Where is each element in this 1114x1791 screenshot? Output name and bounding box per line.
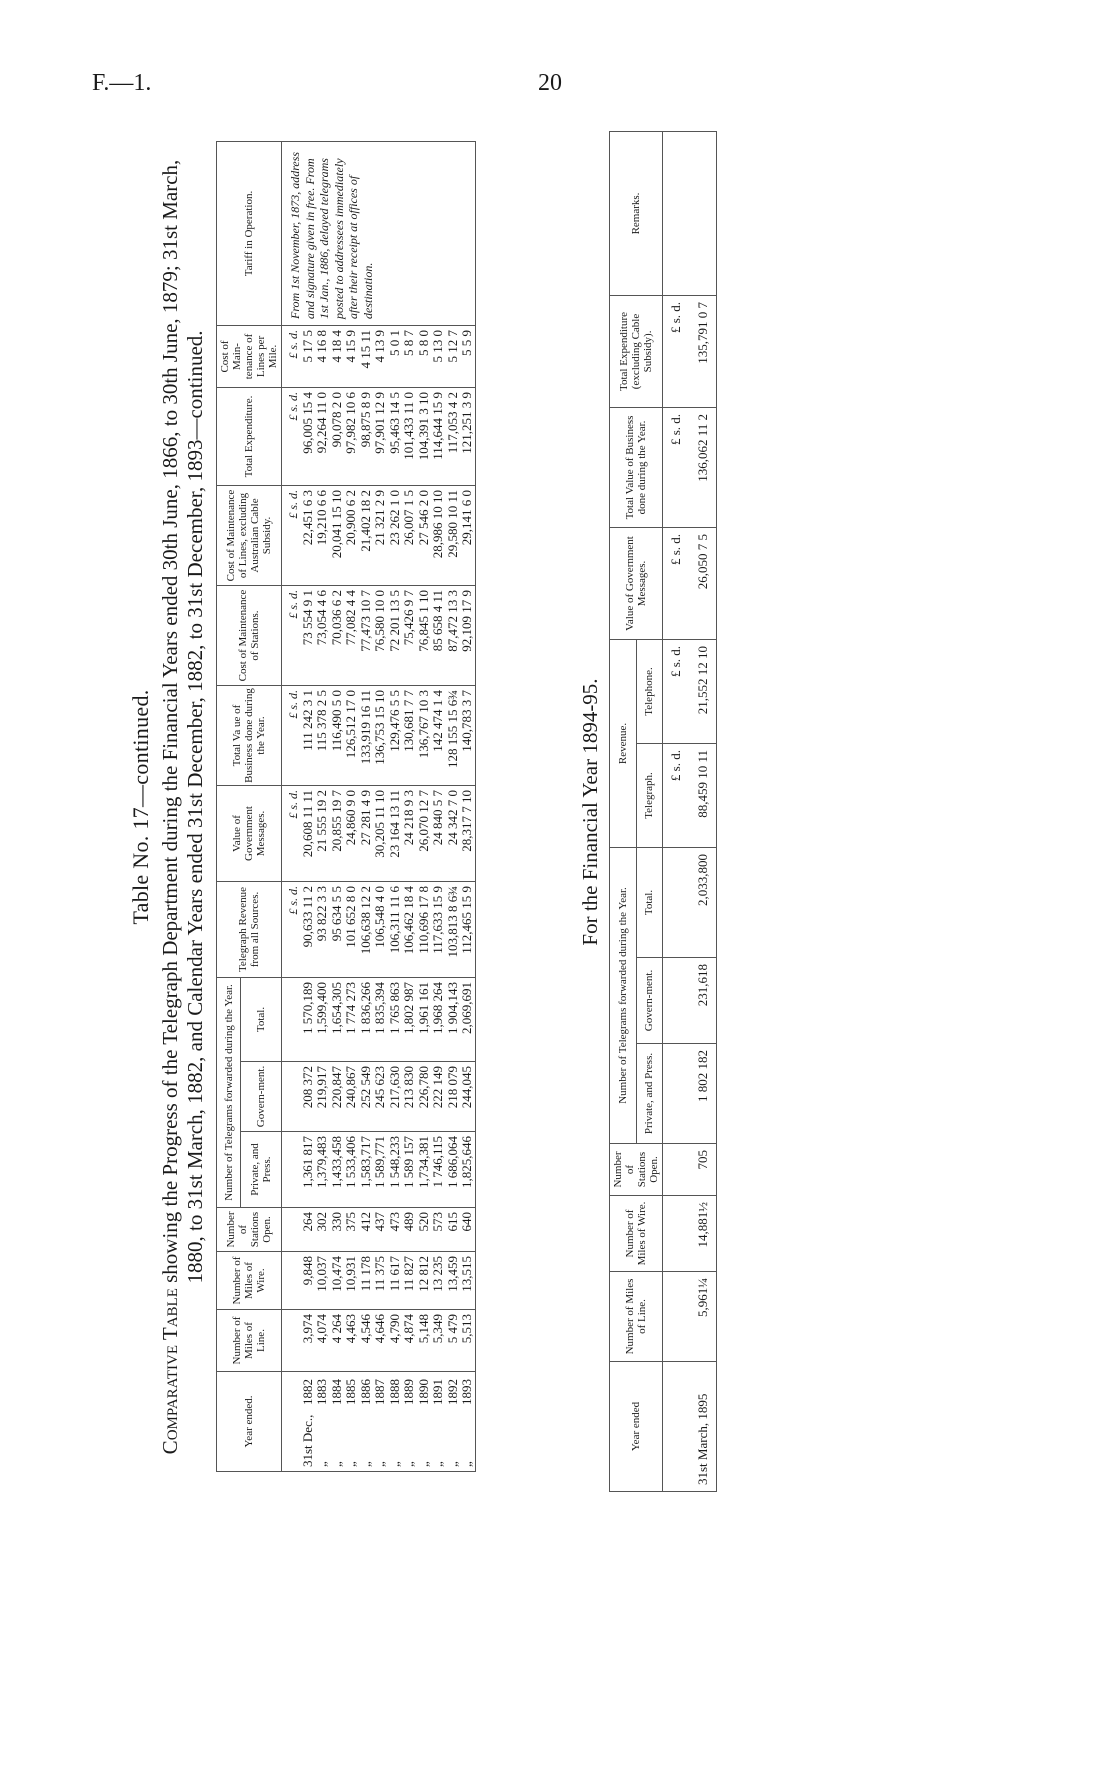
row-year <box>359 1372 374 1472</box>
cell-government: 213 830 <box>402 1062 417 1132</box>
cell-miles-wire: 10,474 <box>330 1252 345 1310</box>
fy-col-business: Total Value of Business done during the Year. <box>610 407 663 527</box>
cell-miles-line: 4,646 <box>373 1310 388 1372</box>
cell-cost-per-mile: 4 18 4 <box>330 326 345 388</box>
cell-private: 1,583,717 <box>359 1132 374 1208</box>
cell-expenditure: 117,053 4 2 <box>446 388 461 486</box>
unit-label: £ s. d. <box>282 388 301 486</box>
fy-col-expenditure: Total Expenditure (excluding Cable Subsidy). <box>610 295 663 407</box>
cell-miles-wire: 13 235 <box>431 1252 446 1310</box>
cell-miles-wire: 11 178 <box>359 1252 374 1310</box>
fy-miles-wire: 14,881½ <box>690 1196 717 1272</box>
cell-gov-messages: 27 281 4 9 <box>359 786 374 882</box>
row-year-value: 1885 <box>343 1379 358 1405</box>
cell-gov-messages: 21 555 19 2 <box>315 786 330 882</box>
col-cost-stations: Cost of Maintenance of Stations. <box>217 586 282 686</box>
fy-miles-line: 5,961¼ <box>690 1272 717 1362</box>
cell-private: 1 746,115 <box>431 1132 446 1208</box>
cell-cost-lines: 21,402 18 2 <box>359 486 374 586</box>
cell-total: 1 904,143 <box>446 978 461 1062</box>
cell-cost-lines: 21 321 2 9 <box>373 486 388 586</box>
cell-private: 1,825,646 <box>460 1132 475 1208</box>
cell-cost-stations: 85 658 4 11 <box>431 586 446 686</box>
table-title-line2: 1880, to 31st March, 1882, and Calendar Years ended 31st December, 1882, to 31st December, 1893—continued. <box>183 330 207 1284</box>
row-year <box>344 1372 359 1472</box>
cell-miles-line: 4,790 <box>388 1310 403 1372</box>
cell-gov-messages: 20,608 11 11 <box>301 786 316 882</box>
cell-gov-messages: 28,317 7 10 <box>460 786 475 882</box>
fy1894-title: For the Financial Year 1894-95. <box>578 678 602 946</box>
cell-revenue: 90,633 11 2 <box>301 882 316 978</box>
table-number: Table No. 17—continued. <box>128 689 153 925</box>
cell-government: 244,045 <box>460 1062 475 1132</box>
unit-label: £ s. d. <box>282 586 301 686</box>
cell-cost-stations: 70,036 6 2 <box>330 586 345 686</box>
cell-revenue: 103,813 8 6¾ <box>446 882 461 978</box>
fy-stations: 705 <box>690 1144 717 1196</box>
cell-expenditure: 96,005 15 4 <box>301 388 316 486</box>
cell-stations: 302 <box>315 1208 330 1252</box>
cell-stations: 437 <box>373 1208 388 1252</box>
cell-cost-stations: 73 554 9 1 <box>301 586 316 686</box>
unit-label: £ s. d. <box>663 407 690 527</box>
cell-miles-line: 4,546 <box>359 1310 374 1372</box>
table-row <box>690 131 717 1491</box>
row-year-prefix: „ <box>401 1461 416 1467</box>
table-title-line1 <box>158 142 183 1472</box>
fy-telephone: 21,552 12 10 <box>690 639 717 743</box>
fy-col-stations: Number of Stations Open. <box>610 1144 663 1196</box>
cell-cost-lines: 20,041 15 10 <box>330 486 345 586</box>
table-row <box>460 142 475 1472</box>
cell-expenditure: 121,251 3 9 <box>460 388 475 486</box>
row-year <box>301 1372 316 1472</box>
fy1894-rotated-block <box>578 132 717 1492</box>
table-row <box>344 142 359 1472</box>
row-year-prefix: „ <box>357 1461 373 1467</box>
fy-remarks <box>690 131 717 295</box>
cell-cost-stations: 76,845 1 10 <box>417 586 432 686</box>
col-private: Private, and Press. <box>241 1132 282 1208</box>
unit-label: £ s. d. <box>282 686 301 786</box>
table17 <box>216 141 476 1472</box>
cell-total: 2,069,691 <box>460 978 475 1062</box>
fy-gov: 231,618 <box>690 958 717 1044</box>
unit-label: £ s. d. <box>282 786 301 882</box>
cell-cost-stations: 75,426 9 7 <box>402 586 417 686</box>
cell-cost-stations: 92,109 17 9 <box>460 586 475 686</box>
fy-col-revenue-group: Revenue. <box>610 639 637 847</box>
col-miles-line: Number of Miles of Line. <box>217 1310 282 1372</box>
fy-col-telegraph: Telegraph. <box>636 744 663 848</box>
cell-business: 126,512 17 0 <box>344 686 359 786</box>
cell-expenditure: 97,982 10 6 <box>344 388 359 486</box>
cell-cost-lines: 26,007 1 5 <box>402 486 417 586</box>
table-row <box>359 142 374 1472</box>
cell-expenditure: 98,875 8 9 <box>359 388 374 486</box>
cell-business: 136,767 10 3 <box>417 686 432 786</box>
row-year-value: 1890 <box>415 1379 431 1405</box>
cell-miles-line: 4,874 <box>402 1310 417 1372</box>
table-row <box>388 142 403 1472</box>
col-revenue: Telegraph Revenue from all Sources. <box>217 882 282 978</box>
cell-cost-per-mile: 4 15 9 <box>344 326 359 388</box>
row-year-value: 1892 <box>444 1379 460 1405</box>
cell-business: 111 242 3 1 <box>301 686 316 786</box>
row-year <box>330 1372 345 1472</box>
cell-cost-per-mile: 4 15 11 <box>359 326 374 388</box>
unit-label: £ s. d. <box>663 639 690 743</box>
cell-private: 1 589 157 <box>402 1132 417 1208</box>
col-business: Total Va ue of Business done during the Year. <box>217 686 282 786</box>
cell-miles-line: 5,148 <box>417 1310 432 1372</box>
col-cost-lines: Cost of Maintenance of Lines, excluding Australian Cable Subsidy. <box>217 486 282 586</box>
fy-col-remarks: Remarks. <box>610 131 663 295</box>
cell-miles-wire: 12 812 <box>417 1252 432 1310</box>
cell-gov-messages: 24 218 9 3 <box>402 786 417 882</box>
table17-rotated-block <box>128 142 476 1472</box>
cell-revenue: 110,696 17 8 <box>417 882 432 978</box>
cell-revenue: 93 822 3 3 <box>315 882 330 978</box>
fy-unit-row <box>663 131 690 1491</box>
cell-total: 1,961 161 <box>417 978 432 1062</box>
cell-government: 219,917 <box>315 1062 330 1132</box>
cell-cost-stations: 77,082 4 4 <box>344 586 359 686</box>
cell-cost-per-mile: 5 8 0 <box>417 326 432 388</box>
table-row <box>431 142 446 1472</box>
cell-miles-wire: 13,459 <box>446 1252 461 1310</box>
table-row <box>373 142 388 1472</box>
cell-business: 140,783 3 7 <box>460 686 475 786</box>
cell-cost-lines: 20,900 6 2 <box>344 486 359 586</box>
col-miles-wire: Number of Miles of Wire. <box>217 1252 282 1310</box>
cell-expenditure: 114,644 15 9 <box>431 388 446 486</box>
table-row <box>330 142 345 1472</box>
cell-stations: 375 <box>344 1208 359 1252</box>
cell-stations: 264 <box>301 1208 316 1252</box>
cell-gov-messages: 23 164 13 11 <box>388 786 403 882</box>
row-year <box>460 1372 475 1472</box>
cell-gov-messages: 30,205 11 10 <box>373 786 388 882</box>
fy-year: 31st March, 1895 <box>690 1362 717 1492</box>
cell-total: 1 836,266 <box>359 978 374 1062</box>
cell-cost-lines: 22,451 6 3 <box>301 486 316 586</box>
row-year-value: 1884 <box>328 1379 344 1405</box>
cell-total: 1 570,189 <box>301 978 316 1062</box>
unit-label: £ s. d. <box>282 326 301 388</box>
cell-expenditure: 90,078 2 0 <box>330 388 345 486</box>
cell-private: 1 686,064 <box>446 1132 461 1208</box>
cell-revenue: 106,548 4 0 <box>373 882 388 978</box>
col-gov-messages: Value of Government Messages. <box>217 786 282 882</box>
cell-government: 252 549 <box>359 1062 374 1132</box>
unit-label: £ s. d. <box>282 486 301 586</box>
row-year-prefix: „ <box>459 1461 474 1467</box>
cell-expenditure: 95,463 14 5 <box>388 388 403 486</box>
fy-col-gov-messages: Value of Government Messages. <box>610 527 663 639</box>
cell-private: 1,734,381 <box>417 1132 432 1208</box>
col-cost-per-mile: Cost of Main-tenance of Lines per Mile. <box>217 326 282 388</box>
cell-government: 217,630 <box>388 1062 403 1132</box>
tariff-note: From 1st November, 1873, address and signature given in free. From 1st Jan., 1886, delayed telegrams posted to addressees immediately after their receipt at offices of destination. <box>282 142 476 326</box>
cell-private: 1 533,406 <box>344 1132 359 1208</box>
cell-private: 1,379,483 <box>315 1132 330 1208</box>
cell-total: 1,599,400 <box>315 978 330 1062</box>
cell-total: 1 765 863 <box>388 978 403 1062</box>
fy-business: 136,062 11 2 <box>690 407 717 527</box>
cell-business: 128 155 15 6¾ <box>446 686 461 786</box>
cell-miles-line: 3,974 <box>301 1310 316 1372</box>
cell-cost-per-mile: 4 16 8 <box>315 326 330 388</box>
cell-private: 1 548,233 <box>388 1132 403 1208</box>
cell-government: 222 149 <box>431 1062 446 1132</box>
table-title-text: showing the Progress of the Telegraph Department during the Financial Years ended 30th June, 1866, to 30th June, 1879; 31st March, <box>158 159 182 1289</box>
cell-stations: 573 <box>431 1208 446 1252</box>
cell-expenditure: 97,901 12 9 <box>373 388 388 486</box>
col-expenditure: Total Expenditure. <box>217 388 282 486</box>
cell-business: 136,753 15 10 <box>373 686 388 786</box>
col-government: Govern-ment. <box>241 1062 282 1132</box>
cell-gov-messages: 24 342 7 0 <box>446 786 461 882</box>
page-ref: F.—1. <box>92 70 152 96</box>
cell-government: 208 372 <box>301 1062 316 1132</box>
cell-miles-wire: 11 375 <box>373 1252 388 1310</box>
unit-label: £ s. d. <box>663 744 690 848</box>
cell-cost-stations: 76,580 10 0 <box>373 586 388 686</box>
fy-col-telephone: Telephone. <box>636 639 663 743</box>
cell-cost-stations: 73,054 4 6 <box>315 586 330 686</box>
unit-label: £ s. d. <box>282 882 301 978</box>
row-year-value: 1882 <box>299 1379 315 1405</box>
cell-cost-lines: 28,986 10 10 <box>431 486 446 586</box>
cell-expenditure: 104,391 3 10 <box>417 388 432 486</box>
cell-stations: 473 <box>388 1208 403 1252</box>
cell-cost-lines: 23 262 1 0 <box>388 486 403 586</box>
table-row <box>446 142 461 1472</box>
row-year <box>315 1372 330 1472</box>
col-year-ended: Year ended. <box>217 1372 282 1472</box>
fy-col-total: Total. <box>636 848 663 958</box>
cell-cost-lines: 29,580 10 11 <box>446 486 461 586</box>
table-title-prefix: Comparative Table <box>158 1288 182 1455</box>
unit-label: £ s. d. <box>663 527 690 639</box>
row-year <box>431 1372 446 1472</box>
fy-col-miles-line: Number of Miles of Line. <box>610 1272 663 1362</box>
cell-gov-messages: 24 840 5 7 <box>431 786 446 882</box>
row-year-prefix: 31st Dec., <box>299 1414 315 1467</box>
cell-business: 116,490 5 0 <box>330 686 345 786</box>
col-tariff: Tariff in Operation. <box>217 142 282 326</box>
row-year-prefix: „ <box>415 1461 431 1467</box>
row-year <box>373 1372 388 1472</box>
cell-business: 130,681 7 7 <box>402 686 417 786</box>
row-year-prefix: „ <box>386 1461 402 1467</box>
row-year-value: 1893 <box>459 1379 474 1405</box>
cell-cost-per-mile: 5 17 5 <box>301 326 316 388</box>
row-year-prefix: „ <box>343 1461 358 1467</box>
fy-col-private: Private, and Press. <box>636 1044 663 1144</box>
cell-total: 1,968 264 <box>431 978 446 1062</box>
cell-cost-per-mile: 5 5 9 <box>460 326 475 388</box>
table-row <box>417 142 432 1472</box>
cell-cost-per-mile: 5 8 7 <box>402 326 417 388</box>
cell-miles-wire: 10,931 <box>344 1252 359 1310</box>
cell-miles-wire: 11 827 <box>402 1252 417 1310</box>
cell-gov-messages: 24,860 9 0 <box>344 786 359 882</box>
table-row <box>402 142 417 1472</box>
cell-total: 1,654,305 <box>330 978 345 1062</box>
cell-gov-messages: 20,855 19 7 <box>330 786 345 882</box>
cell-stations: 615 <box>446 1208 461 1252</box>
cell-miles-wire: 11 617 <box>388 1252 403 1310</box>
table-row <box>315 142 330 1472</box>
cell-miles-line: 5,349 <box>431 1310 446 1372</box>
cell-stations: 640 <box>460 1208 475 1252</box>
cell-government: 220,847 <box>330 1062 345 1132</box>
row-year-prefix: „ <box>430 1461 445 1467</box>
cell-total: 1 835,394 <box>373 978 388 1062</box>
col-stations: Number of Stations Open. <box>217 1208 282 1252</box>
cell-stations: 330 <box>330 1208 345 1252</box>
row-year <box>446 1372 461 1472</box>
row-year-prefix: „ <box>444 1461 460 1467</box>
cell-stations: 412 <box>359 1208 374 1252</box>
cell-cost-per-mile: 5 12 7 <box>446 326 461 388</box>
col-total: Total. <box>241 978 282 1062</box>
cell-total: 1,802 987 <box>402 978 417 1062</box>
fy-expenditure: 135,791 0 7 <box>690 295 717 407</box>
row-year-prefix: „ <box>372 1461 387 1467</box>
cell-miles-line: 5 479 <box>446 1310 461 1372</box>
cell-revenue: 95 634 5 5 <box>330 882 345 978</box>
cell-cost-per-mile: 5 13 0 <box>431 326 446 388</box>
cell-business: 133,919 16 11 <box>359 686 374 786</box>
fy-col-year: Year ended <box>610 1362 663 1492</box>
cell-revenue: 106,638 12 2 <box>359 882 374 978</box>
cell-miles-wire: 13,515 <box>460 1252 475 1310</box>
cell-cost-stations: 87,472 13 3 <box>446 586 461 686</box>
cell-cost-per-mile: 5 0 1 <box>388 326 403 388</box>
row-year <box>402 1372 417 1472</box>
cell-business: 115 378 2 5 <box>315 686 330 786</box>
row-year-prefix: „ <box>314 1461 329 1467</box>
row-year-value: 1891 <box>430 1379 445 1405</box>
row-year-value: 1889 <box>401 1379 416 1405</box>
cell-government: 245 623 <box>373 1062 388 1132</box>
cell-private: 1,361 817 <box>301 1132 316 1208</box>
cell-cost-lines: 27 546 2 0 <box>417 486 432 586</box>
cell-government: 226,780 <box>417 1062 432 1132</box>
cell-total: 1 774 273 <box>344 978 359 1062</box>
fy-col-government: Govern-ment. <box>636 958 663 1044</box>
row-year <box>388 1372 403 1472</box>
fy-total: 2,033,800 <box>690 848 717 958</box>
fy-col-telegrams-group: Number of Telegrams forwarded during the Year. <box>610 848 637 1144</box>
row-year-value: 1883 <box>314 1379 329 1405</box>
fy-private: 1 802 182 <box>690 1044 717 1144</box>
cell-miles-line: 5,513 <box>460 1310 475 1372</box>
cell-revenue: 106,462 18 4 <box>402 882 417 978</box>
fy1894-table <box>609 131 717 1492</box>
page-number: 20 <box>538 70 562 96</box>
cell-revenue: 101 652 8 0 <box>344 882 359 978</box>
cell-revenue: 112,465 15 9 <box>460 882 475 978</box>
cell-cost-lines: 29,141 6 0 <box>460 486 475 586</box>
cell-stations: 489 <box>402 1208 417 1252</box>
table-row <box>301 142 316 1472</box>
cell-expenditure: 92,264 11 0 <box>315 388 330 486</box>
cell-business: 142 474 1 4 <box>431 686 446 786</box>
row-year-value: 1887 <box>372 1379 387 1405</box>
cell-gov-messages: 26,070 12 7 <box>417 786 432 882</box>
cell-stations: 520 <box>417 1208 432 1252</box>
cell-cost-lines: 19,210 6 6 <box>315 486 330 586</box>
row-year-value: 1888 <box>386 1379 402 1405</box>
cell-business: 129,476 5 5 <box>388 686 403 786</box>
cell-revenue: 106,311 11 6 <box>388 882 403 978</box>
cell-miles-line: 4 264 <box>330 1310 345 1372</box>
cell-private: 1 589,771 <box>373 1132 388 1208</box>
cell-cost-stations: 72 201 13 5 <box>388 586 403 686</box>
cell-miles-wire: 10,037 <box>315 1252 330 1310</box>
row-year <box>417 1372 432 1472</box>
fy-telegraph: 88,459 10 11 <box>690 744 717 848</box>
col-telegrams-group: Number of Telegrams forwarded during the Year. <box>217 978 241 1208</box>
cell-miles-line: 4,074 <box>315 1310 330 1372</box>
cell-miles-wire: 9,848 <box>301 1252 316 1310</box>
cell-cost-stations: 77,473 10 7 <box>359 586 374 686</box>
fy-col-miles-wire: Number of Miles of Wire. <box>610 1196 663 1272</box>
row-year-prefix: „ <box>328 1461 344 1467</box>
cell-revenue: 117,633 15 9 <box>431 882 446 978</box>
cell-government: 218 079 <box>446 1062 461 1132</box>
row-year-value: 1886 <box>357 1379 373 1405</box>
fy-gov-messages: 26,050 7 5 <box>690 527 717 639</box>
cell-cost-per-mile: 4 13 9 <box>373 326 388 388</box>
unit-label: £ s. d. <box>663 295 690 407</box>
cell-private: 1,433,458 <box>330 1132 345 1208</box>
cell-government: 240,867 <box>344 1062 359 1132</box>
cell-expenditure: 101,433 11 0 <box>402 388 417 486</box>
cell-miles-line: 4,463 <box>344 1310 359 1372</box>
